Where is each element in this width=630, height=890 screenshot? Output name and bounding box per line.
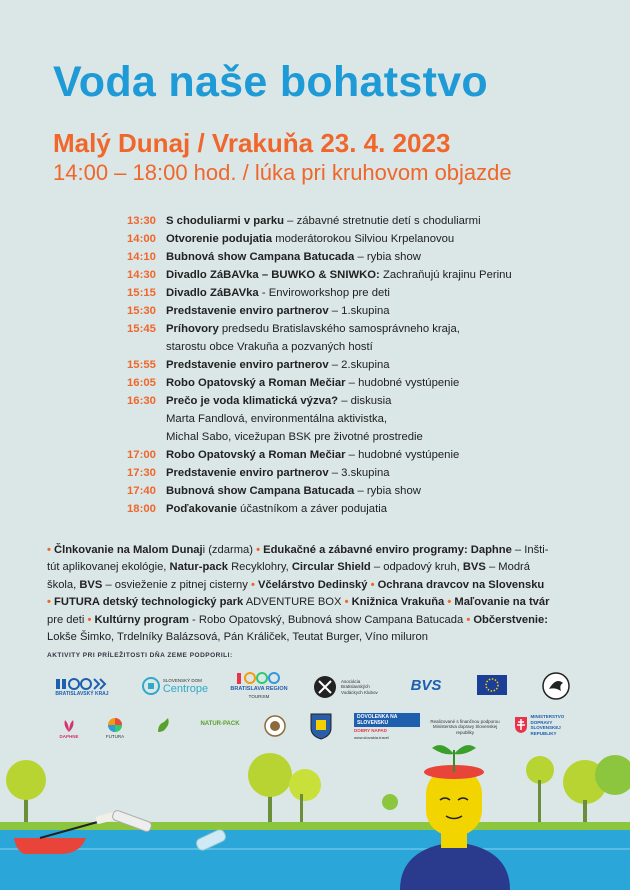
activity: Natur-pack: [169, 561, 228, 574]
schedule-time: [127, 428, 166, 446]
schedule-time: 17:00: [127, 449, 156, 461]
bullet: •: [250, 578, 259, 591]
activity: Maľovanie na tvár: [454, 596, 550, 609]
schedule-desc: [166, 464, 537, 482]
financed-label: Realizované s finančnou podporou Ministerstva dopravy Slovenskej republiky: [430, 718, 500, 735]
activities-line: [47, 612, 587, 629]
bvs-label: BVS: [410, 676, 442, 694]
schedule-row: [127, 428, 537, 446]
activity-text: i (zdarma): [202, 544, 257, 556]
illustration-scene: [0, 730, 630, 890]
schedule-row: [127, 248, 537, 266]
activity-text: – odpadový kruh,: [370, 561, 463, 574]
schedule-title: Predstavenie enviro partnerov: [166, 467, 329, 479]
activities-line: [47, 542, 587, 559]
schedule-detail: – 3.skupina: [328, 467, 390, 479]
bvs-logo: [408, 674, 444, 696]
schedule-desc: [166, 266, 537, 284]
place-date: Malý Dunaj / Vrakuňa 23. 4. 2023: [53, 128, 451, 158]
bullet: •: [256, 544, 264, 556]
centrope-label: Centrope: [162, 683, 209, 695]
schedule-title: Robo Opatovský a Roman Mečiar: [166, 377, 346, 389]
schedule-detail: moderátorokou Silviou Krpelanovou: [272, 233, 455, 245]
activities-line: [47, 594, 587, 611]
schedule-time: 15:15: [127, 287, 156, 299]
schedule-row: [127, 338, 537, 356]
bush: [382, 794, 398, 810]
schedule-row: [127, 482, 537, 500]
schedule-detail: – rybia show: [354, 251, 421, 263]
bullet: •: [367, 578, 378, 591]
activity: BVS: [462, 561, 486, 574]
bsk-label: BRATISLAVSKÝ KRAJ: [55, 690, 109, 697]
region-symbol-icon: [237, 670, 281, 686]
schedule-time: 17:30: [127, 467, 156, 479]
schedule-title: Divadlo ZáBAVka: [166, 287, 259, 299]
region-label: BRATISLAVA REGION: [230, 686, 288, 692]
centrope-icon: [142, 677, 160, 695]
bullet: •: [466, 613, 474, 626]
ministry-label: MINISTERSTVO DOPRAVY SLOVENSKEJ REPUBLIKY: [530, 714, 565, 736]
schedule-desc: [166, 428, 537, 446]
tree: [248, 753, 292, 797]
naturpack-label: NATUR-PACK: [200, 720, 240, 727]
dovolenka-label: DOVOLENKA NA SLOVENSKU: [357, 714, 398, 726]
schedule-desc: [166, 248, 537, 266]
schedule-detail: – zábavné stretnutie detí s choduliarmi: [284, 215, 481, 227]
schedule-time: 17:40: [127, 485, 156, 497]
schedule-detail: účastníkom a záver podujatia: [236, 503, 388, 515]
activities-line: [47, 577, 587, 594]
schedule-detail: – 2.skupina: [328, 359, 390, 371]
schedule-time: 14:30: [127, 269, 156, 281]
schedule-detail: - Enviroworkshop pre deti: [258, 287, 390, 299]
schedule-time: 14:00: [127, 233, 156, 245]
activity-text: pre deti: [47, 613, 88, 626]
activities-line: [47, 629, 587, 646]
tree: [289, 769, 321, 801]
schedule-desc: [166, 500, 537, 518]
schedule-row: [127, 410, 537, 428]
activity: Circular Shield: [291, 561, 371, 574]
schedule-detail: Marta Fandlová, environmentálna aktivistka,: [166, 413, 388, 425]
sprout-leaf: [432, 745, 454, 754]
schedule-row: [127, 500, 537, 518]
schedule-detail: – rybia show: [354, 485, 421, 497]
schedule-detail: – hudobné vystúpenie: [345, 377, 460, 389]
eu-flag-logo: [476, 674, 508, 696]
activity-text: – Modrá: [485, 561, 530, 574]
schedule-desc: [166, 446, 537, 464]
activities-line: [47, 559, 587, 576]
bullet: •: [444, 596, 455, 609]
schedule-detail: Michal Sabo, vicežupan BSK pre životné prostredie: [166, 431, 423, 443]
activity-text: Lokše Šimko, Trdelníky Balázsová, Pán Králiček, Teutat Burger, Víno miluron: [47, 631, 428, 644]
schedule-desc: [166, 284, 537, 302]
tourism-label: TOURISM: [248, 694, 270, 699]
schedule-detail: – diskusia: [338, 395, 392, 407]
schedule-row: [127, 374, 537, 392]
assoc-label: Asociácia Bratislavských Vodáckych Klubov: [341, 678, 378, 695]
schedule-row: [127, 230, 537, 248]
schedule-row: [127, 446, 537, 464]
schedule-detail: starostu obce Vrakuňa a pozvaných hostí: [166, 341, 373, 353]
schedule-desc: [166, 410, 537, 428]
schedule-time: 14:10: [127, 251, 156, 263]
time-place: 14:00 – 18:00 hod. / lúka pri kruhovom objazde: [53, 160, 512, 185]
schedule-desc: [166, 482, 537, 500]
bsk-logo: [52, 672, 112, 702]
activity: Kultúrny program: [94, 613, 189, 626]
tree: [526, 756, 554, 784]
schedule-title: Predstavenie enviro partnerov: [166, 305, 329, 317]
river-wave: [0, 848, 630, 850]
schedule-row: [127, 464, 537, 482]
schedule-time: 15:55: [127, 359, 156, 371]
eu-flag-icon: [477, 675, 507, 695]
schedule-time: 16:30: [127, 395, 156, 407]
schedule-title: Bubnová show Campana Batucada: [166, 251, 355, 263]
schedule-detail: predsedu Bratislavského samosprávneho kraja,: [218, 323, 460, 335]
page-title: Voda naše bohatstvo: [53, 58, 488, 106]
dovolenka-sub-label: DOBRY NAPAD: [354, 728, 387, 733]
schedule-row: [127, 320, 537, 338]
activity-text: škola,: [47, 578, 80, 591]
activity-text: – osvieženie z pitnej cisterny: [102, 578, 251, 591]
activity-text: ADVENTURE BOX: [243, 596, 345, 609]
schedule-title: Príhovory: [166, 323, 219, 335]
schedule-time: 16:05: [127, 377, 156, 389]
sprout-leaf: [454, 745, 476, 754]
activity: Edukačné a zábavné enviro programy: Daphne: [263, 544, 512, 556]
schedule-desc: [166, 356, 537, 374]
schedule-desc: [166, 338, 537, 356]
bird-icon: [541, 671, 571, 701]
river: [0, 830, 630, 890]
bullet: •: [344, 596, 352, 609]
schedule-time: 13:30: [127, 215, 156, 227]
schedule-desc: [166, 302, 537, 320]
schedule-row: [127, 266, 537, 284]
schedule-title: Robo Opatovský a Roman Mečiar: [166, 449, 346, 461]
schedule-title: S choduliarmi v parku: [166, 215, 285, 227]
schedule-row: [127, 302, 537, 320]
schedule-title: Divadlo ZáBAVka – BUWKO & SNIWKO:: [166, 269, 380, 281]
schedule-detail: – hudobné vystúpenie: [345, 449, 460, 461]
activity: Člnkovanie na Malom Dunaj: [54, 544, 203, 556]
activity-text: – Inšti-: [511, 544, 549, 556]
schedule-title: Poďakovanie: [166, 503, 237, 515]
centrope-top-label: SLOVENSKÝ DOM: [162, 678, 202, 683]
bsk-symbol-icon: [56, 677, 108, 691]
schedule-title: Otvorenie podujatia: [166, 233, 273, 245]
schedule-time: 15:45: [127, 323, 156, 335]
tree: [6, 760, 46, 800]
raptor-logo: [540, 670, 572, 702]
activity-text: tút aplikovanej ekológie,: [47, 561, 170, 574]
schedule-time: [127, 410, 166, 428]
schedule-desc: [166, 374, 537, 392]
activity: Knižnica Vrakuňa: [351, 596, 445, 609]
activities: [47, 542, 587, 646]
schedule-title: Bubnová show Campana Batucada: [166, 485, 355, 497]
dovolenka-web-label: www.slovakia.travel: [354, 735, 389, 740]
schedule-desc: [166, 212, 537, 230]
schedule-time: 18:00: [127, 503, 156, 515]
activity: BVS: [79, 578, 103, 591]
bullet: •: [87, 613, 95, 626]
schedule-row: [127, 212, 537, 230]
schedule-row: [127, 356, 537, 374]
activity: Občerstvenie:: [473, 613, 548, 626]
schedule-time: 15:30: [127, 305, 156, 317]
bratislava-region-logo: [226, 666, 292, 704]
bullet: •: [47, 544, 55, 556]
assoc-logo: [312, 672, 384, 702]
centrope-logo: [136, 672, 214, 700]
schedule-detail: – 1.skupina: [328, 305, 390, 317]
schedule-detail: Zachraňujú krajinu Perinu: [379, 269, 512, 281]
daphne-label: DAPHNE: [59, 733, 79, 739]
activity-text: Recyklohry,: [227, 561, 292, 574]
bullet: •: [47, 596, 55, 609]
schedule-time: [127, 338, 166, 356]
activity: Ochrana dravcov na Slovensku: [377, 578, 545, 591]
schedule-title: Predstavenie enviro partnerov: [166, 359, 329, 371]
schedule: [127, 212, 537, 518]
activity-text: - Robo Opatovský, Bubnová show Campana Batucada: [188, 613, 467, 626]
schedule-row: [127, 392, 537, 410]
activity: Včelárstvo Dedinský: [258, 578, 368, 591]
schedule-desc: [166, 320, 537, 338]
schedule-title: Prečo je voda klimatická výzva?: [166, 395, 339, 407]
futura-label: FUTURA: [105, 733, 125, 739]
paddles-icon: [313, 675, 337, 699]
schedule-desc: [166, 392, 537, 410]
sponsors-title: AKTIVITY PRI PRÍLEŽITOSTI DŇA ZEME PODPORILI:: [47, 652, 233, 659]
activity: FUTURA detský technologický park: [54, 596, 244, 609]
schedule-row: [127, 284, 537, 302]
schedule-desc: [166, 230, 537, 248]
